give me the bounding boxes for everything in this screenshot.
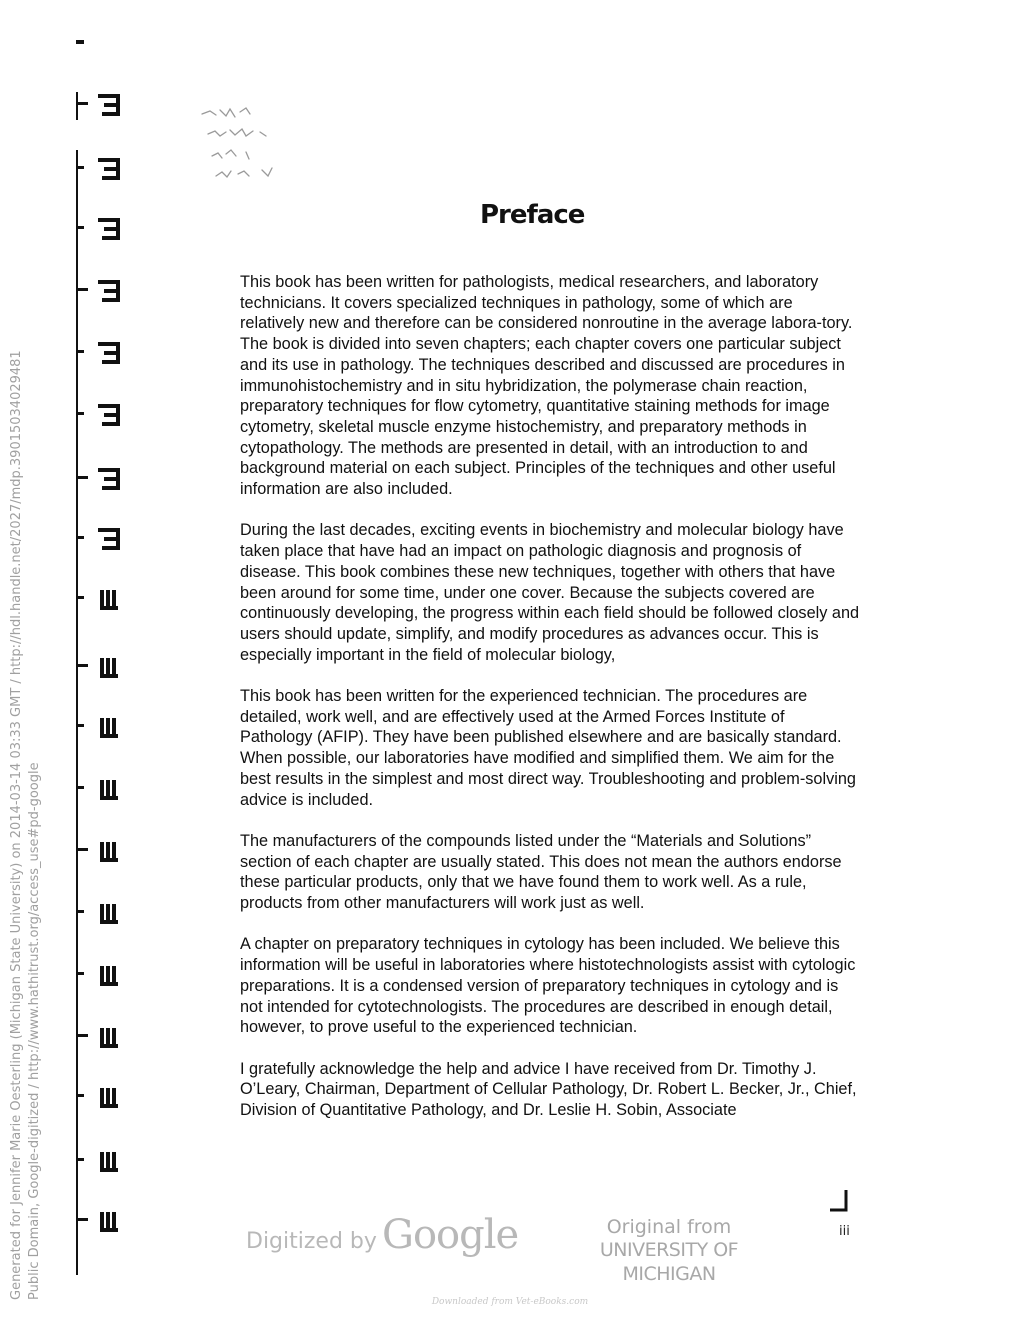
spine-mark: [78, 166, 84, 169]
spine-mark: [78, 102, 88, 105]
crop-corner-mark: [828, 1190, 850, 1214]
binding-glyph: [96, 838, 122, 862]
spine-mark: [78, 786, 84, 789]
spine-mark: [78, 536, 84, 539]
binding-glyph: [96, 526, 122, 550]
binding-glyph: [96, 1148, 122, 1172]
preface-body: [240, 272, 860, 1141]
binding-glyph: [96, 156, 122, 180]
watermark-line-1: Generated for Jennifer Marie Oesterling (Michigan State University) on 2014-03-14 03:33 GMT / http://hdl.handle.net/2027/mdp.39015034029481: [9, 350, 24, 1300]
original-from-text: Original from: [606, 1216, 732, 1238]
binding-glyph: [96, 216, 122, 240]
binding-glyph: [96, 776, 122, 800]
spine-mark: [78, 1158, 84, 1161]
binding-glyph: [96, 1084, 122, 1108]
paragraph: During the last decades, exciting events in biochemistry and molecular biology have taken place that have had an impact on pathologic diagnosis and prognosis of disease. This book combines these new techniques, together with others that have been around for some time, under one cover. Because the subjects covered are continuously developing, the progress within each field should be followed closely and users should update, simplify, and modify procedures as advances occur. This is especially important in the field of molecular biology,: [240, 521, 860, 664]
binding-glyph: [96, 654, 122, 678]
binding-tick: [76, 40, 84, 44]
spine-mark: [78, 848, 88, 851]
binding-glyph: [96, 900, 122, 924]
spine-mark: [78, 476, 88, 479]
spine-line: [76, 92, 78, 120]
spine-mark: [78, 350, 84, 353]
paragraph: A chapter on preparatory techniques in cytology has been included. We believe this information will be useful in laboratories where histotechnologists assist with cytologic preparations. It is a condensed version of preparatory techniques in cytology and is not intended for cytotechnologists. The procedures are described in enough detail, however, to prove useful to the experienced technician.: [240, 935, 856, 1037]
paragraph: The manufacturers of the compounds listed under the “Materials and Solutions” section of each chapter are usually stated. This does not mean the authors endorse these particular products, only that we have found them to work well. As a rule, products from other manufacturers will work just as well.: [240, 831, 842, 913]
watermark-line-2: Public Domain, Google-digitized / http://www.hathitrust.org/access_use#pd-google: [27, 762, 42, 1300]
digitized-by-google-logo: [246, 1212, 518, 1258]
binding-glyph: [96, 586, 122, 610]
spine-mark: [78, 910, 84, 913]
spine-mark: [78, 1094, 84, 1097]
paragraph: This book has been written for the experienced technician. The procedures are detailed, work well, and are effectively used at the Armed Forces Institute of Pathology (AFIP). They have been published elsewhere and are basically standard. When possible, our laboratories have modified and simplified them. We aim for the best results in the simplest and most direct way. Troubleshooting and problem-solving advice is included.: [240, 687, 856, 809]
spine-mark: [78, 412, 84, 415]
page-title: Preface: [480, 200, 585, 230]
spine-mark: [78, 1034, 88, 1037]
spine-mark: [78, 596, 84, 599]
binding-glyph: [96, 466, 122, 490]
spine-mark: [78, 972, 84, 975]
university-name: UNIVERSITY OF MICHIGAN: [599, 1239, 739, 1285]
binding-glyph: [96, 1208, 122, 1232]
binding-glyph: [96, 962, 122, 986]
spine-mark: [78, 226, 84, 229]
binding-glyph: [96, 1024, 122, 1048]
spine-line: [76, 150, 78, 1275]
binding-glyph: [96, 402, 122, 426]
paragraph: This book has been written for pathologists, medical researchers, and laboratory technicians. It covers specialized techniques in pathology, some of which are relatively new and therefore can be considered nonroutine in the average labora-tory. The book is divided into seven chapters; each chapter covers one particular subject and its use in pathology. The techniques described and discussed are procedures in immunohistochemistry and in situ hybridization, the polymerase chain reaction, preparatory techniques for flow cytometry, quantitative staining methods for image cytometry, skeletal muscle enzyme histochemistry, and preparatory methods in cytopathology. The methods are presented in detail, with an introduction to and background material on each subject. Principles of the techniques and other useful information are also included.: [240, 273, 853, 499]
binding-glyph: [96, 714, 122, 738]
digitized-by-text: Digitized by: [246, 1229, 377, 1254]
spine-mark: [78, 664, 88, 667]
paragraph: I gratefully acknowledge the help and advice I have received from Dr. Timothy J. O’Leary, Chairman, Department of Cellular Pathology, Dr. Robert L. Becker, Jr., Chief, Division of Quantitative Pathology, and Dr. Leslie H. Sobin, Associate: [240, 1059, 857, 1120]
sidebar-watermark: [8, 0, 68, 1300]
google-wordmark: Google: [382, 1212, 519, 1258]
page-number: iii: [839, 1224, 850, 1239]
spine-mark: [78, 724, 84, 727]
download-note: Downloaded from Vet-eBooks.com: [431, 1297, 589, 1307]
binding-glyph: [96, 92, 122, 116]
spine-mark: [78, 1218, 88, 1221]
original-from-logo: [563, 1216, 775, 1286]
handwritten-scribble: [196, 104, 296, 188]
binding-glyph: [96, 278, 122, 302]
binding-glyph: [96, 340, 122, 364]
spine-mark: [78, 288, 88, 291]
